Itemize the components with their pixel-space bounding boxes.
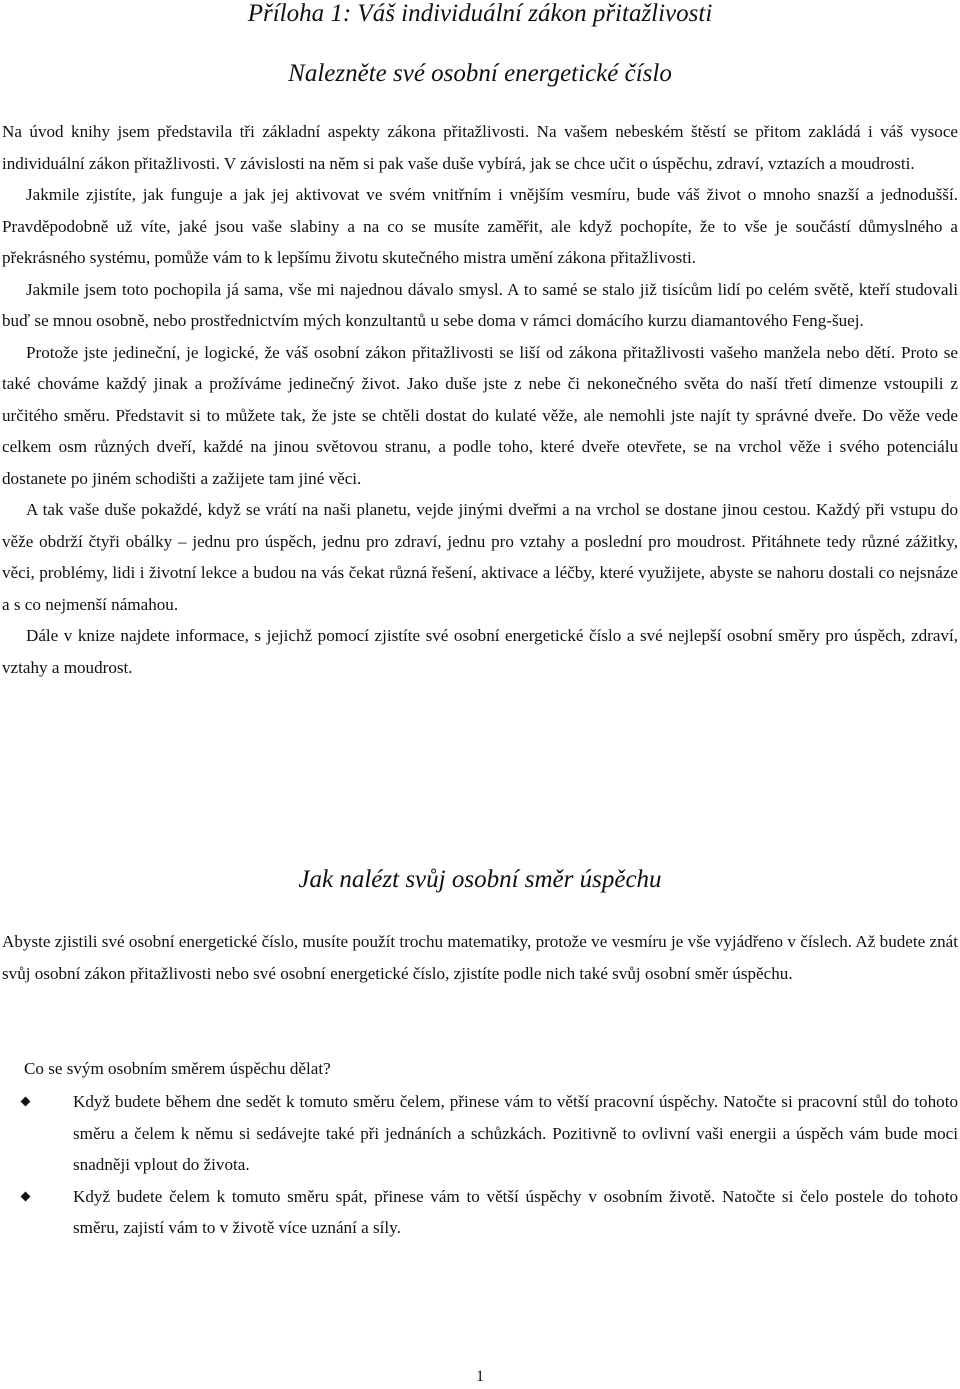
paragraph: Protože jste jedineční, je logické, že váš osobní zákon přitažlivosti se liší od zákona přitažlivosti vašeho manžela nebo dětí. Proto se také chováme každý jinak a prožíváme jedinečný život. Jako duše jste z nebe či nekonečného světa do naší třetí dimenze vstoupili z určitého směru. Představit si to můžete tak, že jste se chtěli dostat do kulaté věže, ale nemohli jste najít ty správné dveře. Do věže vede celkem osm různých dveří, každé na jinou světovou stranu, a podle toho, které dveře otevřete, se na vrchol věže i svého potenciálu dostanete po jiném schodišti a zažijete tam jiné věci.: [2, 342, 958, 488]
appendix-title: Příloha 1: Váš individuální zákon přitažlivosti: [247, 0, 713, 27]
list-item-text: Když budete během dne sedět k tomuto směru čelem, přinese vám to větší pracovní úspěchy. Natočte si pracovní stůl do tohoto směru a čelem k němu si sedávejte také při jednáních a schůzkách. Pozitivně to ovlivní vaši energii a úspěch vám bude moci snadněji vplout do života.: [73, 1092, 958, 1174]
intro-text-block: [2, 116, 958, 683]
section-heading: Jak nalézt svůj osobní směr úspěchu: [298, 866, 662, 893]
list-item: [2, 1181, 958, 1244]
paragraph: Jakmile jsem toto pochopila já sama, vše mi najednou dávalo smysl. A to samé se stalo již tisícům lidí po celém světě, kteří studovali buď se mnou osobně, nebo prostřednictvím mých konzultantů u sebe doma v rámci domácího kurzu diamantového Feng-šuej.: [2, 279, 958, 330]
paragraph: Dále v knize najdete informace, s jejichž pomocí zjistíte své osobní energetické číslo a své nejlepší osobní směry pro úspěch, zdraví, vztahy a moudrost.: [2, 626, 958, 677]
paragraph: A tak vaše duše pokaždé, když se vrátí na naši planetu, vejde jinými dveřmi a na vrchol se dostane jinou cestou. Každý při vstupu do věže obdrží čtyři obálky – jednu pro úspěch, jednu pro zdraví, jednu pro vztahy a poslední pro moudrost. Přitáhnete tedy různé zážitky, věci, problémy, lidi i životní lekce a budou na vás čekat různá řešení, aktivace a léčby, které využijete, abyste se nahoru dostali co nejsnáze a s co nejmenší námahou.: [2, 500, 958, 614]
section-subtitle: Nalezněte své osobní energetické číslo: [288, 60, 672, 87]
paragraph: Jakmile zjistíte, jak funguje a jak jej aktivovat ve svém vnitřním i vnějším vesmíru, bude váš život o mnoho snazší a jednodušší. Pravděpodobně už víte, jaké jsou vaše slabiny a na co se musíte zaměřit, ale když pochopíte, že to vše je součástí důmyslného a překrásného systému, pomůže vám to k lepšímu životu skutečného mistra umění zákona přitažlivosti.: [2, 185, 958, 267]
list-item-text: Když budete čelem k tomuto směru spát, přinese vám to větší úspěchy v osobním životě. Natočte si čelo postele do tohoto směru, zajistí vám to v životě více uznání a síly.: [73, 1186, 958, 1237]
list-item: [2, 1086, 958, 1181]
paragraph: Abyste zjistili své osobní energetické číslo, musíte použít trochu matematiky, protože ve vesmíru je vše vyjádřeno v číslech. Až budete znát svůj osobní zákon přitažlivosti nebo své osobní energetické číslo, zjistíte podle nich také svůj osobní směr úspěchu.: [2, 932, 958, 983]
bullet-list: [2, 1086, 958, 1244]
diamond-bullet-icon: [21, 1097, 31, 1107]
direction-text-block: [2, 926, 958, 989]
page-number: 1: [476, 1368, 484, 1385]
diamond-bullet-icon: [21, 1191, 31, 1201]
paragraph: Na úvod knihy jsem představila tři základní aspekty zákona přitažlivosti. Na vašem nebeském štěstí se přitom zakládá i váš vysoce individuální zákon přitažlivosti. V závislosti na něm si pak vaše duše vybírá, jak se chce učit o úspěchu, zdraví, vztazích a moudrosti.: [2, 122, 958, 173]
question-line: Co se svým osobním směrem úspěchu dělat?: [24, 1059, 331, 1078]
